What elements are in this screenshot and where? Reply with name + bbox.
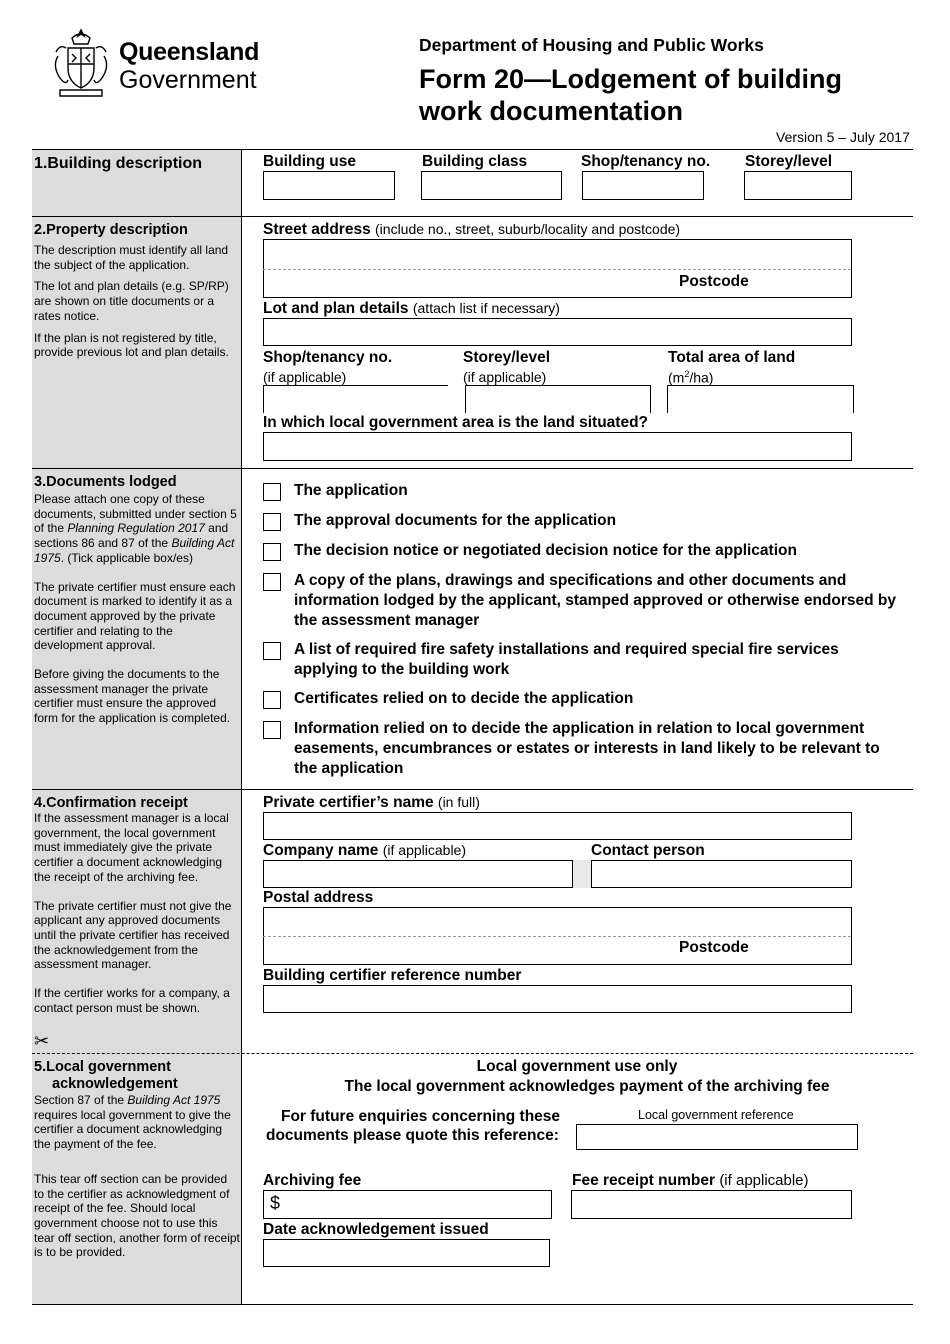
section-1-title: 1.Building description xyxy=(34,155,203,172)
lg-ack-heading: The local government acknowledges payment of the archiving fee xyxy=(344,1078,830,1095)
section-4-title: 4.Confirmation receipt xyxy=(34,795,188,811)
s3-help-1 xyxy=(34,492,240,566)
s1-storey-level-label: Storey/level xyxy=(745,153,833,170)
total-area-label: Total area of land xyxy=(668,349,796,366)
scissors-icon: ✂ xyxy=(34,1031,50,1051)
company-name-label xyxy=(263,842,466,860)
s2-help-3: If the plan is not registered by title, provide previous lot and plan details. xyxy=(34,330,229,360)
contact-person-label: Contact person xyxy=(591,842,705,859)
checkbox-label-decision-notice: The decision notice or negotiated decision notice for the application xyxy=(294,542,797,559)
logo-word-government: Government xyxy=(119,66,257,94)
checkbox-label-plans-copy: A copy of the plans, drawings and specifications and other documents and information lodged by the applicant, stamped approved or otherwise endorsed by the assessment manager xyxy=(294,572,897,629)
s5-help-1c: requires local government to give the certifier a document acknowledging the payment of the fee. xyxy=(34,1107,231,1152)
divider-s2 xyxy=(32,216,913,217)
street-address-dash xyxy=(263,269,851,270)
s2-storey-field[interactable] xyxy=(465,385,651,413)
section-3-title: 3.Documents lodged xyxy=(34,474,177,490)
company-name-text: Company name xyxy=(263,842,379,859)
s1-shop-tenancy-label: Shop/tenancy no. xyxy=(581,153,711,170)
form-title-line1: Form 20—Lodgement of building xyxy=(419,64,842,94)
version-text: Version 5 – July 2017 xyxy=(776,129,910,145)
field-spacer xyxy=(573,860,591,888)
dollar-sign: $ xyxy=(270,1193,281,1213)
company-name-field[interactable] xyxy=(263,860,573,888)
checkbox-application[interactable] xyxy=(263,483,281,501)
area-note-pre: (m xyxy=(668,369,685,386)
total-area-field[interactable] xyxy=(667,385,854,413)
checkbox-plans-copy[interactable] xyxy=(263,573,281,591)
building-class-label: Building class xyxy=(422,153,528,170)
s2-shop-note: (if applicable) xyxy=(263,369,347,385)
checkbox-label-approval-documents: The approval documents for the application xyxy=(294,512,617,529)
lot-plan-field[interactable] xyxy=(263,318,852,346)
archiving-fee-field[interactable] xyxy=(263,1190,552,1219)
section-2-title: 2.Property description xyxy=(34,222,188,238)
street-address-label xyxy=(263,221,680,239)
s2-help-1: The description must identify all land the subject of the application. xyxy=(34,243,229,272)
postal-address-dash xyxy=(263,936,851,937)
checkbox-label-information: Information relied on to decide the application in relation to local government easements, encumbrances or estates or interests in land likely to be relevant to the application xyxy=(294,720,880,777)
lot-plan-label xyxy=(263,300,560,318)
lga-field[interactable] xyxy=(263,432,852,461)
archiving-fee-label: Archiving fee xyxy=(263,1172,362,1189)
postal-address-label: Postal address xyxy=(263,889,374,906)
divider-s3 xyxy=(32,468,913,469)
lg-reference-label: Local government reference xyxy=(638,1108,794,1122)
s5-help-1b: Building Act 1975 xyxy=(127,1093,221,1107)
date-issued-field[interactable] xyxy=(263,1239,550,1267)
certifier-name-label xyxy=(263,794,480,812)
section-2-help xyxy=(34,243,240,367)
s3-help-1b: Planning Regulation 2017 xyxy=(67,521,205,536)
tear-off-line xyxy=(32,1053,913,1054)
s5-help-2: This tear off section can be provided to the certifier as acknowledgment of receipt of the fee. Should local government choose not to use this tear off section, another form of receipt is to be provided. xyxy=(34,1171,240,1260)
checkbox-label-certificates: Certificates relied on to decide the application xyxy=(294,690,634,707)
s3-help-1c: and sections 86 and 87 of the xyxy=(34,521,229,551)
area-note-post: /ha) xyxy=(689,369,714,386)
fee-receipt-note: (if applicable) xyxy=(719,1172,809,1189)
building-use-field[interactable] xyxy=(263,171,395,200)
queensland-crest-logo xyxy=(50,26,112,102)
s5-help-1a: Section 87 of the xyxy=(34,1093,128,1107)
checkbox-label-application: The application xyxy=(294,482,408,499)
certifier-ref-label: Building certifier reference number xyxy=(263,967,522,984)
s2-shop-label: Shop/tenancy no. xyxy=(263,349,393,366)
certifier-name-field[interactable] xyxy=(263,812,852,840)
s3-help-1e: . (Tick applicable box/es) xyxy=(60,550,193,565)
form-title-line2: work documentation xyxy=(419,96,684,126)
fee-receipt-field[interactable] xyxy=(571,1190,852,1219)
total-area-note xyxy=(668,369,713,386)
date-issued-label: Date acknowledgement issued xyxy=(263,1221,489,1238)
s5-help-1 xyxy=(34,1093,240,1152)
lot-plan-text: Lot and plan details xyxy=(263,300,409,317)
lga-label: In which local government area is the land situated? xyxy=(263,414,649,431)
s3-help-1d: Building Act 1975 xyxy=(34,536,235,565)
s2-storey-label: Storey/level xyxy=(463,349,551,366)
section-5-title-line2: acknowledgement xyxy=(52,1076,178,1092)
enquiry-text-line2: documents please quote this reference: xyxy=(266,1127,559,1144)
section-5-title-line1: 5.Local government xyxy=(34,1059,171,1075)
s2-help-2: The lot and plan details (e.g. SP/RP) are shown on title documents or a rates notice. xyxy=(34,279,229,323)
s4-help-2: The private certifier must not give the applicant any approved documents until the private certifier has received the acknowledgement from the assessment manager. xyxy=(34,898,232,972)
checkbox-certificates[interactable] xyxy=(263,691,281,709)
logo-word-queensland: Queensland xyxy=(119,38,260,66)
checkbox-fire-safety-list[interactable] xyxy=(263,642,281,660)
divider-s4 xyxy=(32,789,913,790)
checkbox-approval-documents[interactable] xyxy=(263,513,281,531)
street-address-note: (include no., street, suburb/locality and postcode) xyxy=(375,221,681,237)
s4-help-3: If the certifier works for a company, a contact person must be shown. xyxy=(34,986,230,1015)
fee-receipt-label xyxy=(572,1172,809,1190)
certifier-name-text: Private certifier’s name xyxy=(263,794,434,811)
s1-shop-tenancy-field[interactable] xyxy=(582,171,704,200)
company-name-note: (if applicable) xyxy=(382,842,466,858)
contact-person-field[interactable] xyxy=(591,860,852,888)
s2-postcode-label: Postcode xyxy=(679,273,749,290)
street-address-text: Street address xyxy=(263,221,371,238)
s4-postcode-label: Postcode xyxy=(679,939,749,956)
section-5-help xyxy=(34,1093,240,1267)
s3-help-2: The private certifier must ensure each document is marked to identify it as a document approved by the private certifier and relating to the development approval. xyxy=(34,579,236,653)
s3-help-3: Before giving the documents to the assessment manager the private certifier must ensure the approved form for the application is completed. xyxy=(34,667,231,726)
checkbox-information[interactable] xyxy=(263,721,281,739)
divider-bottom xyxy=(32,1304,913,1305)
fee-receipt-text: Fee receipt number xyxy=(572,1172,715,1189)
certifier-ref-field[interactable] xyxy=(263,985,852,1013)
s2-storey-note: (if applicable) xyxy=(463,369,547,385)
lg-reference-field[interactable] xyxy=(576,1124,858,1150)
column-divider-upper xyxy=(241,149,242,1053)
checkbox-decision-notice[interactable] xyxy=(263,543,281,561)
section-3-help xyxy=(34,492,240,733)
s3-help-1a: Please attach one copy of these documents, submitted under section 5 of the xyxy=(34,492,237,536)
area-note-sup: 2 xyxy=(684,369,690,379)
enquiry-text-line1: For future enquiries concerning these xyxy=(281,1108,561,1125)
lg-use-only-heading: Local government use only xyxy=(476,1058,678,1075)
divider-top xyxy=(32,149,913,150)
building-class-field[interactable] xyxy=(421,171,562,200)
certifier-name-note: (in full) xyxy=(437,794,480,810)
s1-storey-level-field[interactable] xyxy=(744,171,852,200)
lot-plan-note: (attach list if necessary) xyxy=(412,300,560,316)
s2-shop-field[interactable] xyxy=(263,385,448,413)
checkbox-label-fire-safety-list: A list of required fire safety installations and required special fire services applying to the building work xyxy=(294,641,839,678)
s4-help-1: If the assessment manager is a local government, the local government must immediately give the private certifier a document acknowledging the receipt of the archiving fee. xyxy=(34,811,229,884)
department-name: Department of Housing and Public Works xyxy=(419,35,764,55)
building-use-label: Building use xyxy=(263,153,356,170)
section-4-help xyxy=(34,811,240,1022)
